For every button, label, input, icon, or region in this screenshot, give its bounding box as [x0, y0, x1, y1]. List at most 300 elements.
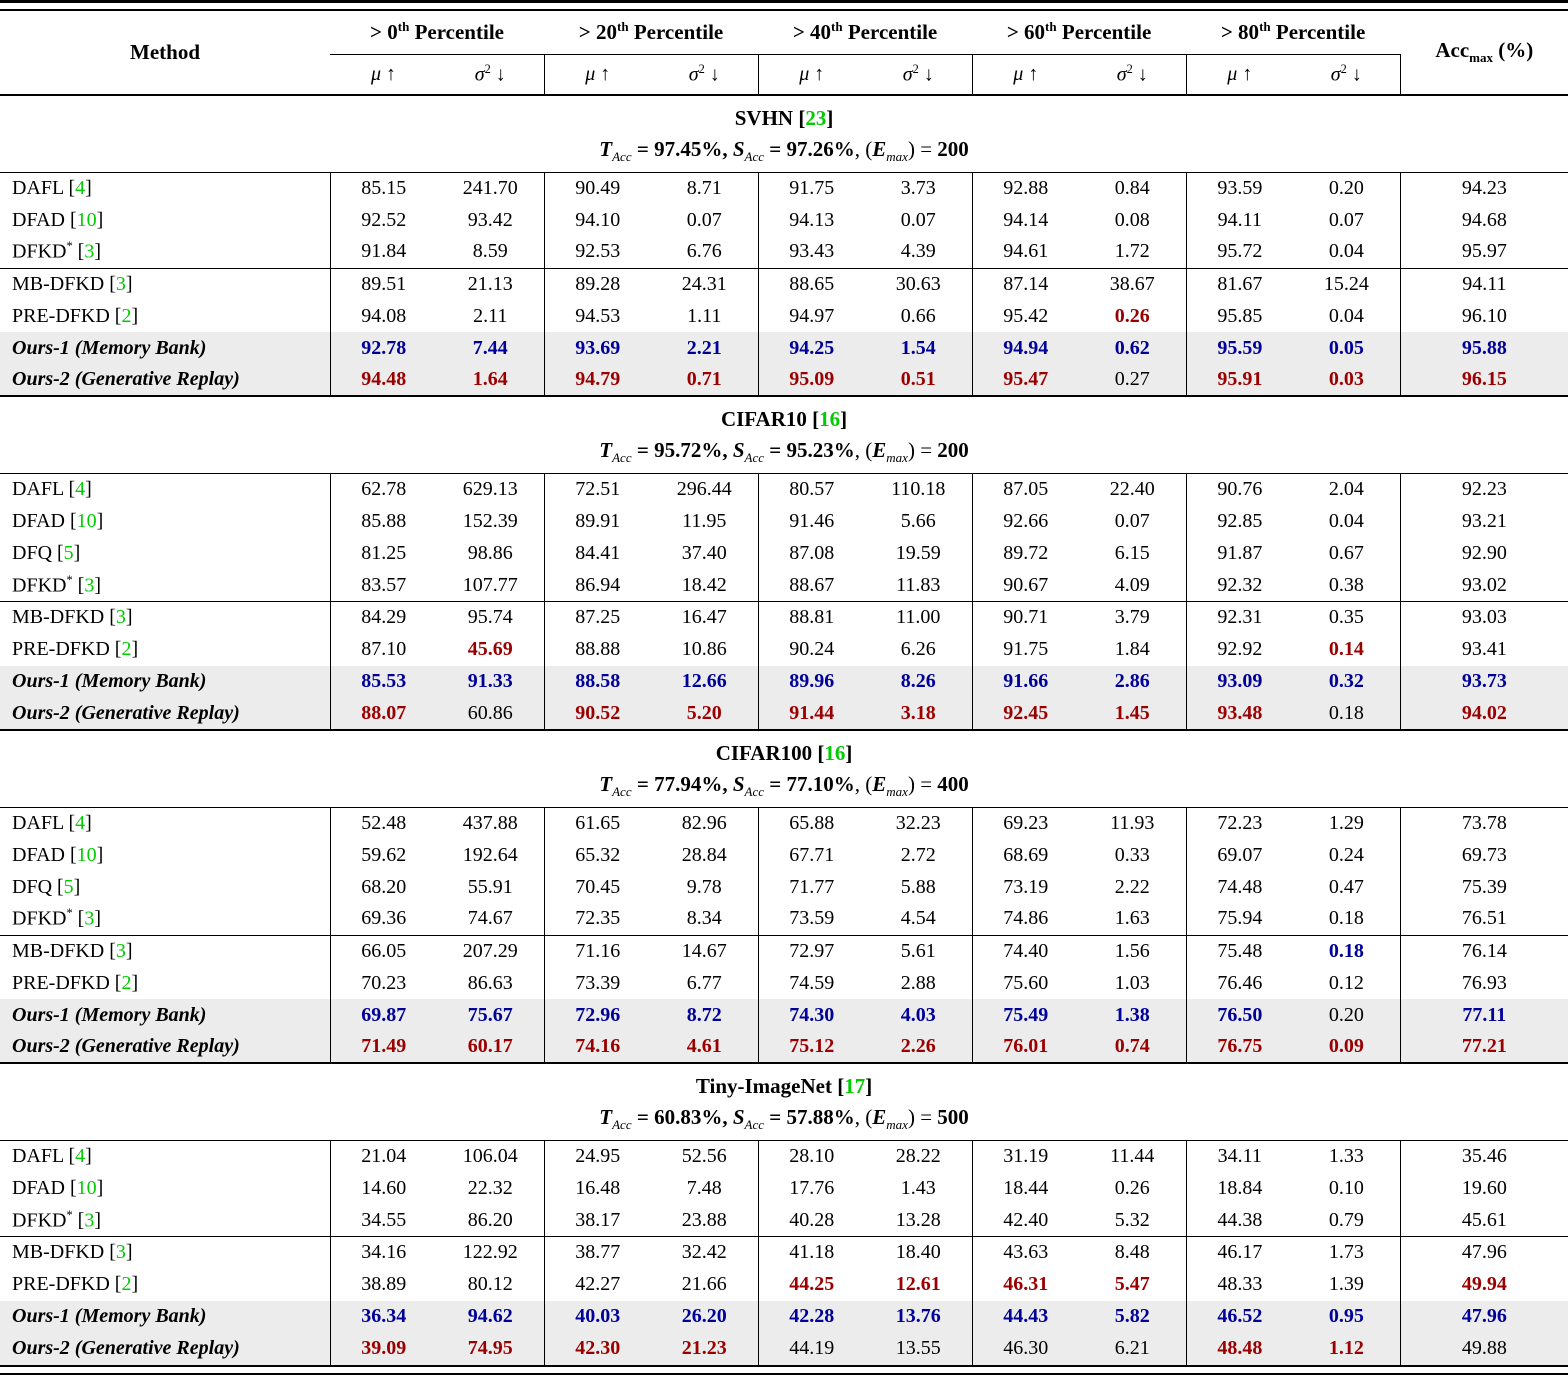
- data-cell: 92.52: [330, 204, 437, 236]
- data-cell: 0.04: [1328, 240, 1364, 263]
- data-cell: 1.64: [472, 368, 508, 390]
- data-cell: 2.21: [686, 336, 722, 359]
- data-cell: 0.26: [1114, 304, 1150, 327]
- data-cell: 87.10: [330, 634, 437, 666]
- section-subtitle: $T_{Acc} = 60.83\%$, $S_{Acc} = 57.88\%$, $(E_{max}) = 500$: [599, 1105, 969, 1133]
- table-row-ours-1-memory-bank: [0, 1301, 1568, 1333]
- data-cell: 39.09: [330, 1333, 437, 1365]
- data-cell: 62.78: [330, 474, 437, 506]
- method-cell: Ours-2 (Generative Replay): [12, 1337, 240, 1359]
- data-cell: 90.24: [758, 634, 865, 666]
- data-cell: 71.77: [758, 871, 865, 903]
- data-cell: 0.74: [1114, 1035, 1150, 1057]
- data-cell: 30.63: [865, 268, 972, 300]
- data-cell: 94.53: [544, 300, 651, 332]
- acc-max-cell: 76.51: [1400, 903, 1568, 935]
- data-cell: 42.28: [758, 1301, 865, 1333]
- method-cell: DFKD* [3]: [12, 239, 101, 264]
- data-cell: 85.15: [330, 172, 437, 204]
- data-cell: 95.59: [1186, 332, 1293, 364]
- data-cell: 5.20: [686, 701, 722, 724]
- section-title: CIFAR10 [16]: [720, 407, 848, 432]
- col-header-sigma: $\sigma^2$ ↓: [651, 55, 758, 95]
- data-cell: 34.11: [1186, 1141, 1293, 1173]
- data-cell: 36.34: [330, 1301, 437, 1333]
- acc-max-cell: 77.21: [1400, 1031, 1568, 1063]
- data-cell: 2.72: [900, 843, 936, 866]
- acc-max-cell: 95.88: [1400, 332, 1568, 364]
- data-cell: 0.33: [1114, 843, 1150, 866]
- data-cell: 11.83: [896, 573, 941, 596]
- acc-max-cell: 45.61: [1400, 1205, 1568, 1237]
- data-cell: 4.09: [1114, 573, 1150, 596]
- data-cell: 12.61: [895, 1273, 941, 1295]
- data-cell: 92.88: [972, 172, 1079, 204]
- section-title-row-cifar10-16: [0, 396, 1568, 474]
- data-cell: 70.45: [544, 871, 651, 903]
- data-cell: 90.71: [972, 602, 1079, 634]
- data-cell: 87.05: [972, 474, 1079, 506]
- data-cell: 89.51: [330, 268, 437, 300]
- data-cell: 1.33: [1328, 1145, 1364, 1168]
- data-cell: 46.30: [972, 1333, 1079, 1365]
- data-cell: 94.14: [972, 204, 1079, 236]
- table-row-ours-1-memory-bank: [0, 999, 1568, 1031]
- table-row-pre-dfkd-2: [0, 1269, 1568, 1301]
- data-cell: 0.67: [1328, 542, 1364, 564]
- data-cell: 68.20: [330, 871, 437, 903]
- acc-max-cell: 69.73: [1400, 839, 1568, 871]
- data-cell: 12.66: [681, 670, 727, 692]
- data-cell: 68.69: [972, 839, 1079, 871]
- data-cell: 192.64: [462, 843, 518, 866]
- data-cell: 0.71: [686, 368, 722, 390]
- data-cell: 94.25: [758, 332, 865, 364]
- data-cell: 94.11: [1186, 204, 1293, 236]
- data-cell: 0.18: [1293, 935, 1400, 967]
- data-cell: 6.26: [900, 638, 936, 660]
- data-cell: 1.03: [1114, 971, 1150, 994]
- method-cell: Ours-1 (Memory Bank): [12, 1003, 207, 1026]
- col-header-percentile-4: > 80th Percentile: [1186, 11, 1400, 55]
- acc-max-cell: 92.23: [1400, 474, 1568, 506]
- acc-max-cell: 96.10: [1400, 300, 1568, 332]
- data-cell: 44.25: [758, 1269, 865, 1301]
- data-cell: 152.39: [462, 510, 518, 532]
- data-cell: 1.43: [900, 1177, 936, 1199]
- section-subtitle: $T_{Acc} = 95.72\%$, $S_{Acc} = 95.23\%$, $(E_{max}) = 200$: [599, 438, 969, 466]
- data-cell: 122.92: [437, 1237, 544, 1269]
- data-cell: 0.35: [1293, 602, 1400, 634]
- acc-max-cell: 19.60: [1400, 1173, 1568, 1205]
- acc-max-cell: 93.41: [1400, 634, 1568, 666]
- data-cell: 1.63: [1114, 907, 1150, 930]
- data-cell: 74.86: [972, 903, 1079, 935]
- data-cell: 60.86: [467, 701, 513, 724]
- section-title: CIFAR100 [16]: [715, 740, 853, 765]
- acc-max-cell: 75.39: [1400, 871, 1568, 903]
- data-cell: 0.14: [1328, 638, 1364, 660]
- data-cell: 61.65: [544, 807, 651, 839]
- table-body: [0, 95, 1568, 1365]
- data-cell: 95.91: [1186, 364, 1293, 396]
- table-row-dfad-10: [0, 506, 1568, 538]
- method-cell: Ours-2 (Generative Replay): [12, 1035, 240, 1057]
- data-cell: 24.31: [651, 268, 758, 300]
- table-row-dfad-10: [0, 839, 1568, 871]
- data-cell: 0.18: [1328, 907, 1364, 930]
- table-row-mb-dfkd-3: [0, 602, 1568, 634]
- data-cell: 11.00: [865, 602, 972, 634]
- data-cell: 84.29: [330, 602, 437, 634]
- data-cell: 6.15: [1114, 542, 1150, 564]
- data-cell: 5.61: [865, 935, 972, 967]
- data-cell: 88.88: [544, 634, 651, 666]
- table-row-ours-2-generative-replay: [0, 1031, 1568, 1063]
- data-cell: 67.71: [758, 839, 865, 871]
- data-cell: 73.39: [544, 967, 651, 999]
- table-row-ours-2-generative-replay: [0, 1333, 1568, 1365]
- data-cell: 89.91: [544, 506, 651, 538]
- table-row-dfkd-3: [0, 236, 1568, 268]
- data-cell: 1.38: [1114, 1003, 1150, 1026]
- data-cell: 0.26: [1114, 1177, 1150, 1199]
- data-cell: 0.04: [1328, 304, 1364, 327]
- data-cell: 11.93: [1110, 811, 1155, 834]
- data-cell: 9.78: [686, 875, 722, 898]
- table-row-mb-dfkd-3: [0, 935, 1568, 967]
- data-cell: 69.87: [330, 999, 437, 1031]
- data-cell: 0.08: [1114, 208, 1150, 231]
- data-cell: 76.46: [1186, 967, 1293, 999]
- data-cell: 0.32: [1328, 670, 1364, 692]
- data-cell: 0.20: [1328, 1003, 1364, 1026]
- method-cell: PRE-DFKD [2]: [12, 638, 139, 660]
- data-cell: 45.69: [467, 638, 513, 660]
- data-cell: 81.25: [330, 538, 437, 570]
- method-cell: PRE-DFKD [2]: [12, 304, 139, 327]
- data-cell: 92.32: [1186, 570, 1293, 602]
- data-cell: 86.94: [544, 570, 651, 602]
- table-row-dfkd-3: [0, 903, 1568, 935]
- data-cell: 55.91: [467, 875, 513, 898]
- section-title: SVHN [23]: [734, 105, 834, 130]
- data-cell: 6.76: [686, 240, 722, 263]
- data-cell: 2.04: [1328, 478, 1364, 501]
- data-cell: 38.77: [544, 1237, 651, 1269]
- method-cell: DFAD [10]: [12, 510, 104, 532]
- data-cell: 72.35: [544, 903, 651, 935]
- data-cell: 93.43: [758, 236, 865, 268]
- table-row-dfq-5: [0, 538, 1568, 570]
- method-cell: DAFL [4]: [12, 811, 92, 834]
- data-cell: 91.84: [330, 236, 437, 268]
- data-cell: 95.74: [437, 602, 544, 634]
- data-cell: 207.29: [437, 935, 544, 967]
- table-row-dfkd-3: [0, 1205, 1568, 1237]
- data-cell: 32.42: [651, 1237, 758, 1269]
- data-cell: 18.84: [1186, 1173, 1293, 1205]
- data-cell: 65.88: [758, 807, 865, 839]
- data-cell: 94.10: [544, 204, 651, 236]
- data-cell: 3.79: [1079, 602, 1186, 634]
- data-cell: 72.23: [1186, 807, 1293, 839]
- data-cell: 46.52: [1186, 1301, 1293, 1333]
- data-cell: 2.11: [473, 304, 508, 327]
- data-cell: 31.19: [972, 1141, 1079, 1173]
- col-header-mu: μ ↑: [330, 55, 437, 95]
- table-row-ours-1-memory-bank: [0, 666, 1568, 698]
- data-cell: 89.96: [758, 666, 865, 698]
- section-title-row-tiny-imagenet-17: [0, 1063, 1568, 1141]
- data-cell: 70.23: [330, 967, 437, 999]
- data-cell: 48.33: [1186, 1269, 1293, 1301]
- data-cell: 0.03: [1328, 368, 1364, 390]
- data-cell: 4.03: [900, 1003, 936, 1026]
- data-cell: 83.57: [330, 570, 437, 602]
- method-cell: Ours-2 (Generative Replay): [12, 368, 240, 390]
- method-cell: DFQ [5]: [12, 542, 81, 564]
- data-cell: 95.47: [972, 364, 1079, 396]
- method-cell: DFAD [10]: [12, 1177, 104, 1199]
- data-cell: 28.22: [895, 1145, 941, 1168]
- data-cell: 0.79: [1328, 1208, 1364, 1231]
- data-cell: 52.48: [330, 807, 437, 839]
- data-cell: 14.67: [651, 935, 758, 967]
- data-cell: 87.14: [972, 268, 1079, 300]
- data-cell: 95.85: [1186, 300, 1293, 332]
- table-row-dafl-4: [0, 172, 1568, 204]
- method-cell: MB-DFKD [3]: [0, 1237, 330, 1269]
- table-row-mb-dfkd-3: [0, 1237, 1568, 1269]
- method-cell: DFKD* [3]: [12, 906, 101, 931]
- data-cell: 72.96: [544, 999, 651, 1031]
- data-cell: 80.57: [758, 474, 865, 506]
- data-cell: 38.17: [544, 1205, 651, 1237]
- data-cell: 74.30: [758, 999, 865, 1031]
- method-cell: Ours-1 (Memory Bank): [12, 1305, 207, 1327]
- table-row-dafl-4: [0, 474, 1568, 506]
- data-cell: 19.59: [895, 542, 941, 564]
- data-cell: 15.24: [1293, 268, 1400, 300]
- data-cell: 38.67: [1079, 268, 1186, 300]
- data-cell: 94.79: [544, 364, 651, 396]
- data-cell: 75.94: [1186, 903, 1293, 935]
- data-cell: 80.12: [467, 1273, 513, 1295]
- data-cell: 0.51: [900, 368, 936, 390]
- data-cell: 0.47: [1328, 875, 1364, 898]
- data-cell: 88.81: [758, 602, 865, 634]
- data-cell: 21.04: [330, 1141, 437, 1173]
- acc-max-cell: 35.46: [1400, 1141, 1568, 1173]
- table-row-ours-2-generative-replay: [0, 698, 1568, 730]
- data-cell: 3.18: [900, 701, 936, 724]
- data-cell: 0.95: [1328, 1305, 1364, 1327]
- data-cell: 5.47: [1114, 1273, 1150, 1295]
- section-title-row-svhn-23: [0, 95, 1568, 173]
- data-cell: 52.56: [681, 1145, 727, 1168]
- data-cell: 1.39: [1328, 1273, 1364, 1295]
- data-cell: 75.67: [467, 1003, 513, 1026]
- data-cell: 86.63: [467, 971, 513, 994]
- data-cell: 69.36: [330, 903, 437, 935]
- col-header-percentile-2: > 40th Percentile: [758, 11, 972, 55]
- method-cell: MB-DFKD [3]: [0, 935, 330, 967]
- acc-max-cell: 93.21: [1400, 506, 1568, 538]
- data-cell: 0.18: [1328, 701, 1364, 724]
- data-cell: 75.49: [972, 999, 1079, 1031]
- data-cell: 48.48: [1186, 1333, 1293, 1365]
- table-row-pre-dfkd-2: [0, 967, 1568, 999]
- data-cell: 13.28: [895, 1208, 941, 1231]
- col-header-mu: μ ↑: [1186, 55, 1293, 95]
- data-cell: 1.45: [1114, 701, 1150, 724]
- data-cell: 72.97: [758, 935, 865, 967]
- method-cell: DFAD [10]: [12, 208, 104, 231]
- data-cell: 0.09: [1328, 1035, 1364, 1057]
- section-subtitle: $T_{Acc} = 77.94\%$, $S_{Acc} = 77.10\%$, $(E_{max}) = 400$: [599, 771, 969, 799]
- table-row-pre-dfkd-2: [0, 634, 1568, 666]
- data-cell: 93.59: [1186, 172, 1293, 204]
- acc-max-cell: 73.78: [1400, 807, 1568, 839]
- col-header-method: Method: [130, 39, 200, 64]
- acc-max-cell: 93.03: [1400, 602, 1568, 634]
- data-cell: 98.86: [467, 542, 513, 564]
- data-cell: 0.27: [1114, 368, 1150, 390]
- acc-max-cell: 77.11: [1400, 999, 1568, 1031]
- table-row-dafl-4: [0, 1141, 1568, 1173]
- data-cell: 2.86: [1114, 670, 1150, 692]
- data-cell: 0.20: [1328, 176, 1364, 199]
- data-cell: 40.28: [758, 1205, 865, 1237]
- data-cell: 8.59: [472, 240, 508, 263]
- data-cell: 66.05: [330, 935, 437, 967]
- acc-max-cell: 76.14: [1400, 935, 1568, 967]
- data-cell: 65.32: [544, 839, 651, 871]
- data-cell: 8.48: [1079, 1237, 1186, 1269]
- data-cell: 241.70: [462, 176, 518, 199]
- data-cell: 93.69: [544, 332, 651, 364]
- data-cell: 88.07: [330, 698, 437, 730]
- data-cell: 6.21: [1114, 1337, 1150, 1359]
- data-cell: 92.53: [544, 236, 651, 268]
- data-cell: 38.89: [330, 1269, 437, 1301]
- data-cell: 10.86: [681, 638, 727, 660]
- data-cell: 1.84: [1114, 638, 1150, 660]
- data-cell: 75.60: [972, 967, 1079, 999]
- data-cell: 1.29: [1328, 811, 1364, 834]
- data-cell: 90.49: [544, 172, 651, 204]
- data-cell: 0.07: [900, 208, 936, 231]
- data-cell: 93.48: [1186, 698, 1293, 730]
- data-cell: 93.42: [467, 208, 513, 231]
- data-cell: 2.88: [900, 971, 936, 994]
- data-cell: 629.13: [462, 478, 518, 501]
- data-cell: 75.48: [1186, 935, 1293, 967]
- data-cell: 1.12: [1328, 1337, 1364, 1359]
- data-cell: 16.47: [651, 602, 758, 634]
- data-cell: 1.72: [1114, 240, 1150, 263]
- data-cell: 110.18: [891, 478, 946, 501]
- data-cell: 76.01: [972, 1031, 1079, 1063]
- data-cell: 69.07: [1186, 839, 1293, 871]
- data-cell: 46.17: [1186, 1237, 1293, 1269]
- data-cell: 18.40: [865, 1237, 972, 1269]
- data-cell: 18.42: [681, 573, 727, 596]
- data-cell: 85.53: [330, 666, 437, 698]
- data-cell: 94.97: [758, 300, 865, 332]
- method-cell: PRE-DFKD [2]: [12, 971, 139, 994]
- data-cell: 43.63: [972, 1237, 1079, 1269]
- bottom-rule-outer: [0, 1373, 1568, 1376]
- col-header-mu: μ ↑: [758, 55, 865, 95]
- method-cell: Ours-1 (Memory Bank): [12, 336, 207, 359]
- data-cell: 22.32: [467, 1177, 513, 1199]
- data-cell: 3.73: [900, 176, 936, 199]
- data-cell: 84.41: [544, 538, 651, 570]
- acc-max-cell: 94.11: [1400, 268, 1568, 300]
- data-cell: 2.22: [1114, 875, 1150, 898]
- data-cell: 4.61: [686, 1035, 722, 1057]
- data-cell: 74.16: [544, 1031, 651, 1063]
- data-cell: 92.78: [330, 332, 437, 364]
- acc-max-cell: 96.15: [1400, 364, 1568, 396]
- data-cell: 91.46: [758, 506, 865, 538]
- data-cell: 6.77: [686, 971, 722, 994]
- col-header-acc-max: Acc$_{max}$ (%): [1435, 37, 1534, 66]
- col-header-percentile-3: > 60th Percentile: [972, 11, 1186, 55]
- data-cell: 14.60: [330, 1173, 437, 1205]
- data-cell: 73.19: [972, 871, 1079, 903]
- data-cell: 34.16: [330, 1237, 437, 1269]
- data-cell: 90.52: [544, 698, 651, 730]
- data-cell: 21.23: [681, 1337, 727, 1359]
- data-cell: 75.12: [758, 1031, 865, 1063]
- method-cell: MB-DFKD [3]: [0, 268, 330, 300]
- data-cell: 73.59: [758, 903, 865, 935]
- data-cell: 88.65: [758, 268, 865, 300]
- col-header-sigma: $\sigma^2$ ↓: [1079, 55, 1186, 95]
- data-cell: 91.33: [467, 670, 513, 692]
- data-cell: 87.08: [758, 538, 865, 570]
- acc-max-cell: 94.68: [1400, 204, 1568, 236]
- data-cell: 95.72: [1186, 236, 1293, 268]
- table-row-pre-dfkd-2: [0, 300, 1568, 332]
- table-row-dfad-10: [0, 204, 1568, 236]
- table-header: [0, 11, 1568, 95]
- data-cell: 437.88: [462, 811, 518, 834]
- results-table: [0, 11, 1568, 1365]
- data-cell: 90.67: [972, 570, 1079, 602]
- data-cell: 92.85: [1186, 506, 1293, 538]
- data-cell: 91.66: [972, 666, 1079, 698]
- data-cell: 94.61: [972, 236, 1079, 268]
- data-cell: 0.04: [1328, 510, 1364, 532]
- data-cell: 11.95: [682, 510, 727, 532]
- acc-max-cell: 93.73: [1400, 666, 1568, 698]
- section-title-row-cifar100-16: [0, 730, 1568, 808]
- data-cell: 0.24: [1328, 843, 1364, 866]
- data-cell: 60.17: [467, 1035, 513, 1057]
- method-cell: DAFL [4]: [12, 478, 92, 501]
- data-cell: 8.34: [686, 907, 722, 930]
- data-cell: 89.28: [544, 268, 651, 300]
- data-cell: 74.59: [758, 967, 865, 999]
- table-row-mb-dfkd-3: [0, 268, 1568, 300]
- acc-max-cell: 92.90: [1400, 538, 1568, 570]
- data-cell: 94.13: [758, 204, 865, 236]
- data-cell: 94.94: [972, 332, 1079, 364]
